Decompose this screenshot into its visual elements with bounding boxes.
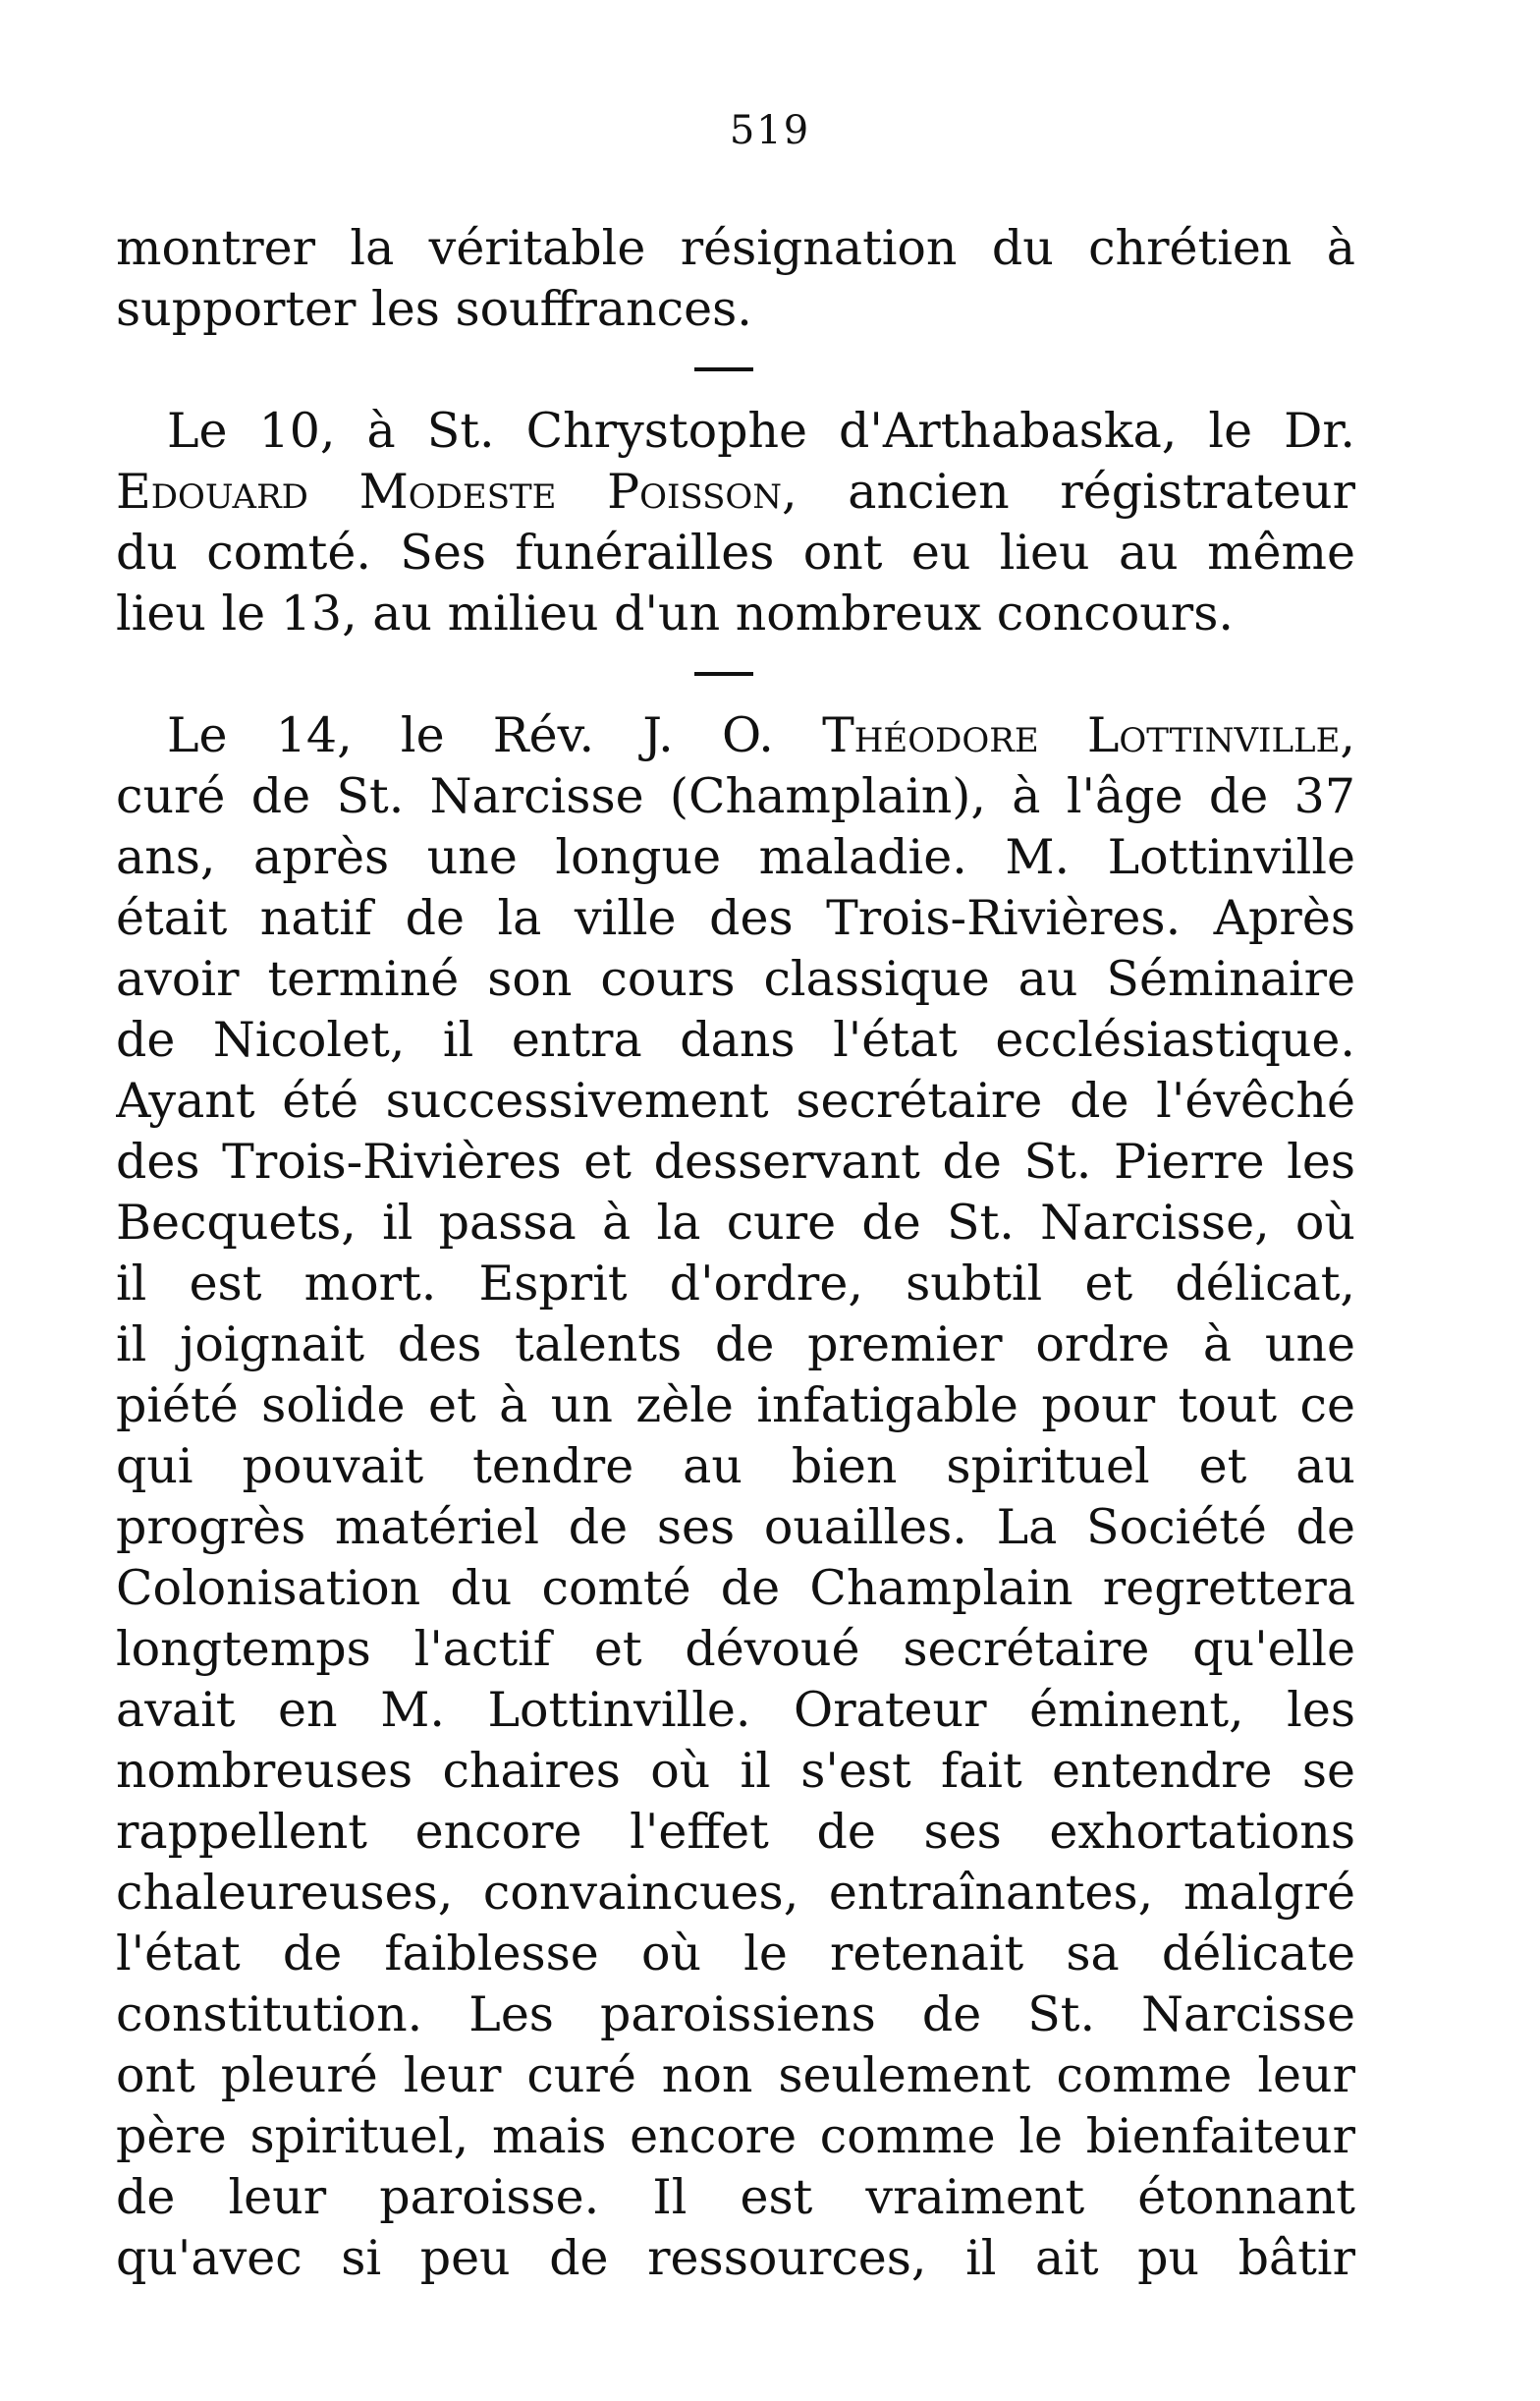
text-fragment: Le 14, le Rév. J. O. [167, 707, 823, 763]
text-line: père spirituel, mais encore comme le bienfaiteur [116, 2108, 1355, 2164]
section-separator [116, 644, 1355, 705]
paragraph-continuation [116, 218, 1355, 340]
person-name: Théodore Lottinville [822, 707, 1341, 763]
text-line: ans, après une longue maladie. M. Lottinville [116, 829, 1355, 885]
text-line: qui pouvait tendre au bien spirituel et au [116, 1438, 1355, 1494]
text-line: supporter les souffrances. [116, 281, 752, 337]
text-line: il est mort. Esprit d'ordre, subtil et délicat, [116, 1256, 1355, 1312]
text-line: rappellent encore l'effet de ses exhortations [116, 1804, 1355, 1860]
text-line: ont pleuré leur curé non seulement comme leur [116, 2047, 1355, 2103]
body-text [116, 218, 1355, 2289]
text-fragment: , [1340, 707, 1355, 763]
text-line: montrer la véritable résignation du chrétien à [116, 220, 1355, 276]
text-line: de Nicolet, il entra dans l'état ecclésiastique. [116, 1012, 1355, 1068]
section-separator [116, 340, 1355, 401]
text-line: du comté. Ses funérailles ont eu lieu au même [116, 525, 1355, 581]
text-line: l'état de faiblesse où le retenait sa délicate [116, 1926, 1355, 1982]
text-line: piété solide et à un zèle infatigable pour tout ce [116, 1377, 1355, 1433]
text-line: Colonisation du comté de Champlain regrettera [116, 1560, 1355, 1616]
text-line [116, 705, 1355, 766]
text-line: avoir terminé son cours classique au Séminaire [116, 951, 1355, 1007]
text-line: Ayant été successivement secrétaire de l'évêché [116, 1073, 1355, 1129]
text-line: Le 10, à St. Chrystophe d'Arthabaska, le Dr. [167, 403, 1355, 459]
obituary-lottinville [116, 705, 1355, 2289]
text-fragment: , ancien régistrateur [782, 464, 1355, 520]
text-line: progrès matériel de ses ouailles. La Société de [116, 1499, 1355, 1555]
text-line: chaleureuses, convaincues, entraînantes, malgré [116, 1865, 1355, 1921]
text-line: longtemps l'actif et dévoué secrétaire qu'elle [116, 1621, 1355, 1677]
text-line: avait en M. Lottinville. Orateur éminent, les [116, 1682, 1355, 1738]
text-line: des Trois-Rivières et desservant de St. Pierre les [116, 1134, 1355, 1190]
text-line: curé de St. Narcisse (Champlain), à l'âge de 37 [116, 768, 1355, 824]
separator-rule [694, 672, 753, 676]
text-line: de leur paroisse. Il est vraiment étonnant [116, 2169, 1355, 2225]
person-name: Edouard Modeste Poisson [116, 464, 783, 520]
text-line: Becquets, il passa à la cure de St. Narcisse, où [116, 1195, 1355, 1251]
text-line: lieu le 13, au milieu d'un nombreux concours. [116, 586, 1234, 642]
separator-rule [694, 367, 753, 371]
text-line: était natif de la ville des Trois-Rivières. Après [116, 890, 1355, 946]
text-line [116, 462, 1355, 523]
text-line: qu'avec si peu de ressources, il ait pu bâtir [116, 2230, 1355, 2286]
text-line: nombreuses chaires où il s'est fait entendre se [116, 1743, 1355, 1799]
text-line: constitution. Les paroissiens de St. Narcisse [116, 1986, 1355, 2042]
page-number: 519 [729, 108, 811, 153]
text-line: il joignait des talents de premier ordre à une [116, 1316, 1355, 1372]
obituary-poisson [116, 401, 1355, 644]
